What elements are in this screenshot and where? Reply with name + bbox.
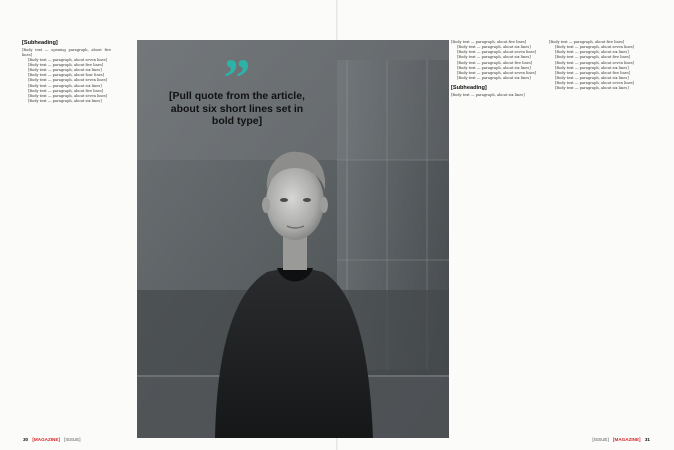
body-paragraph: [Body text — paragraph, about six lines]	[457, 55, 531, 60]
body-paragraph: [Body text — paragraph, about six lines]	[555, 50, 629, 55]
body-paragraph: [Body text — paragraph, about six lines]	[451, 92, 525, 97]
body-paragraph: [Body text — paragraph, about seven lines]	[555, 60, 635, 65]
page-number-right: 31	[644, 437, 650, 442]
text-column-right-1	[451, 40, 544, 430]
issue-left: [ISSUE]	[64, 437, 81, 442]
section-heading: [Subheading]	[451, 85, 487, 92]
body-paragraph: [Body text — paragraph, about seven lines]	[457, 70, 537, 75]
body-paragraph: [Body text — paragraph, about seven lines]	[457, 50, 537, 55]
body-paragraph: [Body text — paragraph, about five lines]	[451, 40, 527, 44]
body-paragraph: [Body text — paragraph, about seven lines]	[28, 78, 108, 83]
magazine-name-left: [MAGAZINE]	[32, 437, 60, 442]
issue-right: [ISSUE]	[592, 437, 609, 442]
body-paragraph: [Body text — paragraph, about six lines]	[457, 65, 531, 70]
pull-quote	[162, 48, 312, 128]
body-paragraph: [Body text — paragraph, about six lines]	[555, 65, 629, 70]
body-paragraph: [Body text — paragraph, about six lines]	[555, 76, 629, 81]
text-column-left	[22, 40, 111, 430]
quote-mark-icon: ”	[223, 48, 251, 108]
body-paragraph: [Body text — paragraph, about seven lines]	[555, 81, 635, 86]
body-paragraph: [Body text — paragraph, about six lines]	[457, 76, 531, 81]
body-paragraph: [Body text — paragraph, about five lines]	[28, 62, 104, 67]
body-paragraph: [Body text — paragraph, about seven lines]	[28, 93, 108, 98]
body-paragraph: [Body text — opening paragraph, about five lines]	[22, 47, 111, 57]
body-paragraph: [Body text — paragraph, about five lines]	[555, 70, 631, 75]
pull-quote-text: [Pull quote from the article, about six short lines set in bold type]	[169, 90, 305, 127]
page-number-left: 30	[23, 437, 29, 442]
body-paragraph: [Body text — paragraph, about seven lines]	[555, 45, 635, 50]
section-heading: [Subheading]	[22, 40, 58, 46]
body-paragraph: [Body text — paragraph, about six lines]	[28, 68, 102, 73]
body-paragraph: [Body text — paragraph, about four lines]	[28, 73, 105, 78]
text-column-right-2	[549, 40, 641, 430]
body-paragraph: [Body text — paragraph, about six lines]	[555, 86, 629, 91]
body-paragraph: [Body text — paragraph, about five lines]	[457, 60, 533, 65]
body-paragraph: [Body text — paragraph, about five lines]	[28, 88, 104, 93]
body-paragraph: [Body text — paragraph, about five lines]	[555, 55, 631, 60]
body-paragraph: [Body text — paragraph, about six lines]	[28, 83, 102, 88]
body-paragraph: [Body text — paragraph, about seven lines]	[28, 57, 108, 62]
body-paragraph: [Body text — paragraph, about five lines]	[549, 40, 625, 44]
footer-right	[592, 437, 653, 442]
magazine-name-right: [MAGAZINE]	[613, 437, 641, 442]
body-paragraph: [Body text — paragraph, about six lines]	[457, 45, 531, 50]
body-paragraph: [Body text — paragraph, about six lines]	[28, 99, 102, 104]
footer-left	[23, 437, 84, 442]
